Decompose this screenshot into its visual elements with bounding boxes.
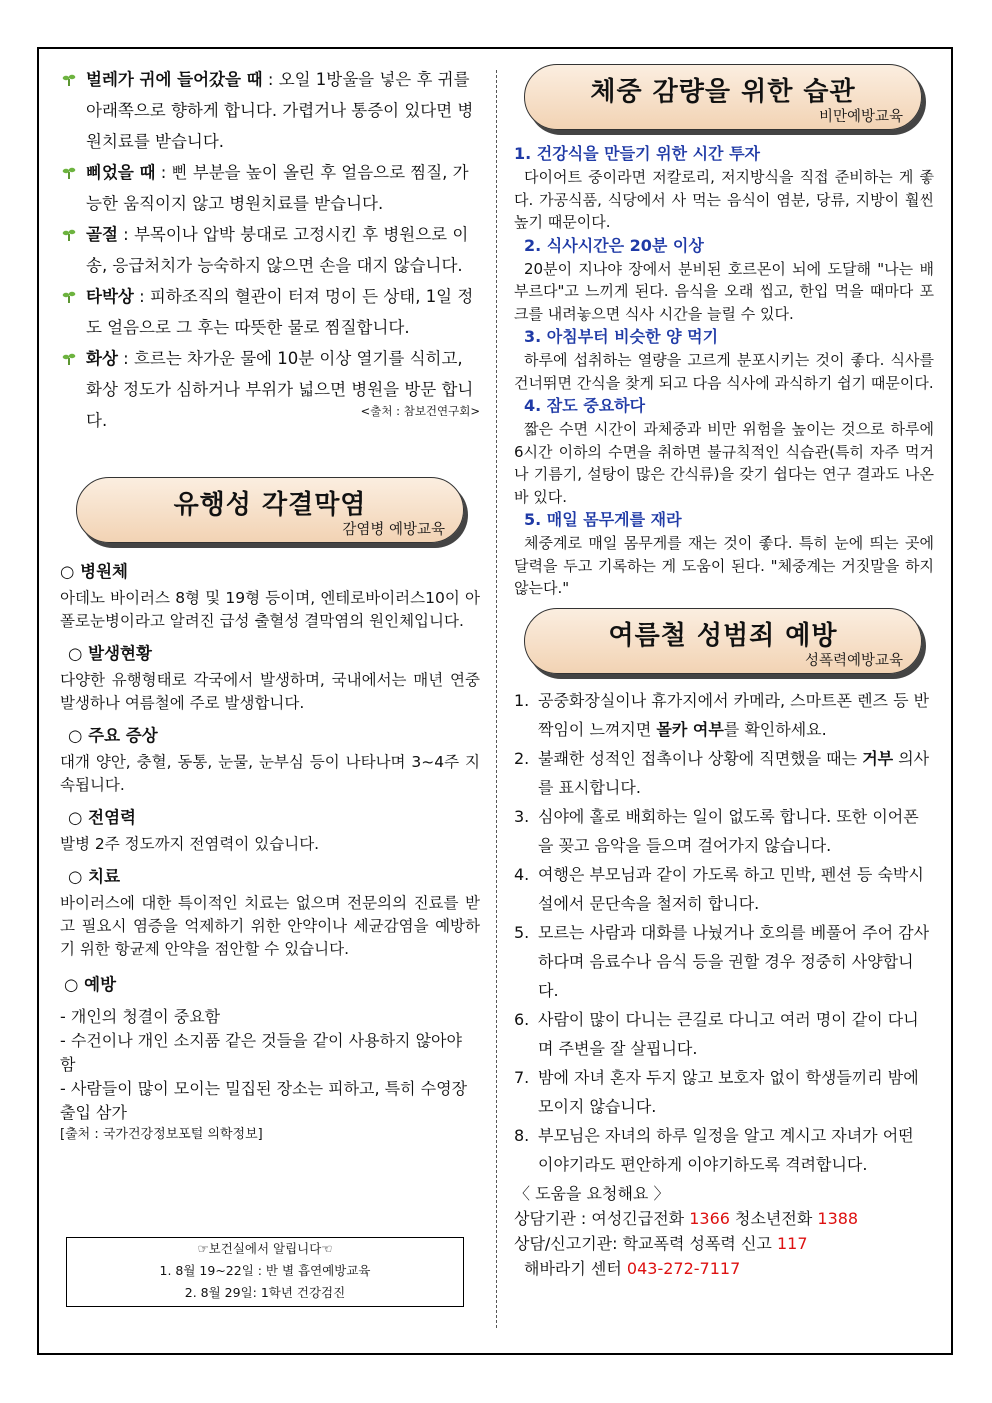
conj-section-body: 바이러스에 대한 특이적인 치료는 없으며 전문의의 진료를 받고 필요시 염증을 억제하기 위한 안약이나 세균감염을 예방하기 위한 항균제 안약을 점안할 수 있습니다. — [60, 894, 480, 958]
weight-item-heading: 4. 잠도 중요하다 — [524, 396, 646, 415]
weight-item-body: 짧은 수면 시간이 과체중과 비만 위험을 높이는 것으로 하루에 6시간 이하의 수면을 취하면 불규칙적인 식습관(특히 자주 먹거나 기름기, 설탕이 많은 간식류)을 갖기 쉽다는 연구 결과도 나온 바 있다. — [514, 420, 934, 506]
conj-heading-text: 전염력 — [88, 808, 136, 827]
first-aid-text: 오일 1방울을 넣은 후 귀를 아래쪽으로 향하게 합니다. 가렵거나 통증이 있다면 병원치료를 받습니다. — [86, 70, 474, 151]
first-aid-item — [60, 281, 480, 343]
sprout-icon — [62, 290, 76, 304]
conj-section-heading — [68, 723, 480, 749]
conj-subtitle: 감염병 예방교육 — [342, 522, 445, 538]
weight-item-body: 하루에 섭취하는 열량을 고르게 분포시키는 것이 좋다. 식사를 건너뛰면 간식을 찾게 되고 다음 식사에 과식하기 쉽기 때문이다. — [514, 351, 934, 392]
crime-item-text: 불쾌한 성적인 접촉이나 상황에 직면했을 때는 — [538, 748, 863, 768]
first-aid-title: 삐었을 때 — [86, 163, 156, 182]
circle-bullet: ○ — [68, 726, 83, 745]
crime-item-number: 5. — [514, 922, 530, 942]
first-aid-sep: : — [117, 225, 134, 244]
first-aid-sep: : — [117, 349, 134, 368]
crime-item — [514, 860, 934, 918]
weight-item-heading: 5. 매일 몸무게를 재라 — [524, 510, 682, 529]
crime-title: 여름철 성범죄 예방 — [608, 620, 838, 651]
crime-item-text: 모르는 사람과 대화를 나눴거나 호의를 베풀어 주어 감사하다며 음료수나 음식 등을 권할 경우 정중히 사양합니다. — [538, 922, 930, 1000]
crime-item-emphasis: 거부 — [862, 748, 894, 768]
first-aid-text: 삔 부분을 높이 올린 후 얼음으로 찜질, 가능한 움직이지 않고 병원치료를 받습니다. — [86, 163, 469, 213]
notice-item-2: 2. 8월 29일: 1학년 건강검진 — [184, 1285, 346, 1300]
crime-item-number: 2. — [514, 748, 530, 768]
circle-bullet: ○ — [68, 644, 83, 663]
crime-item-text: 부모님은 자녀의 하루 일정을 알고 계시고 자녀가 어떤 이야기라도 편안하게 이야기하도록 격려합니다. — [538, 1125, 914, 1174]
prevention-heading: ○ 예방 — [64, 975, 117, 994]
first-aid-item — [60, 219, 480, 281]
first-aid-text: 피하조직의 혈관이 터져 멍이 든 상태, 1일 정도 얼음으로 그 후는 따뜻한 물로 찜질합니다. — [86, 287, 474, 337]
sprout-icon — [62, 228, 76, 242]
conj-section-heading — [68, 641, 480, 667]
weight-banner — [524, 64, 922, 130]
crime-item — [514, 918, 934, 1005]
conj-sections — [60, 559, 480, 961]
conj-section-heading — [60, 559, 480, 585]
conj-heading-text: 병원체 — [80, 562, 128, 581]
crime-item-number: 3. — [514, 806, 530, 826]
weight-item-body: 다이어트 중이라면 저칼로리, 저지방식을 직접 준비하는 게 좋다. 가공식품, 식당에서 사 먹는 음식이 염분, 당류, 지방이 훨씬 높기 때문이다. — [514, 168, 934, 231]
prevention-item: - 사람들이 많이 모이는 밀집된 장소는 피하고, 특히 수영장 출입 삼가 — [60, 1079, 468, 1122]
prevention-item: - 개인의 청결이 중요함 — [60, 1007, 221, 1026]
crime-item — [514, 744, 934, 802]
contact-line-1: 상담기관 : 여성긴급전화 1366 청소년전화 1388 — [514, 1208, 859, 1228]
conj-heading-text: 발생현황 — [88, 644, 152, 663]
crime-item-text: 여행은 부모님과 같이 가도록 하고 민박, 펜션 등 숙박시설에서 문단속을 철저히 합니다. — [538, 864, 924, 913]
crime-item-number: 6. — [514, 1009, 530, 1029]
conj-source: [출처 : 국가건강정보포털 의학정보] — [60, 1127, 263, 1142]
weight-item-heading: 3. 아침부터 비슷한 양 먹기 — [524, 327, 719, 346]
notice-item-1: 1. 8월 19~22일 : 반 별 흡연예방교육 — [159, 1263, 371, 1278]
first-aid-sep: : — [155, 163, 172, 182]
crime-item-number: 1. — [514, 690, 530, 710]
first-aid-sep: : — [133, 287, 150, 306]
first-aid-title: 골절 — [86, 225, 118, 244]
crime-item-text: 사람이 많이 다니는 큰길로 다니고 여러 명이 같이 다니며 주변을 잘 살핍니다. — [538, 1009, 919, 1058]
crime-item — [514, 1005, 934, 1063]
crime-item — [514, 1121, 934, 1179]
crime-item-number: 4. — [514, 864, 530, 884]
first-aid-title: 타박상 — [86, 287, 134, 306]
weight-subtitle: 비만예방교육 — [818, 109, 903, 125]
conj-section-heading — [68, 805, 480, 831]
conj-section-body: 아데노 바이러스 8형 및 19형 등이며, 엔테로바이러스10이 아폴로눈병이라고 알려진 급성 출혈성 결막염의 원인체입니다. — [60, 589, 480, 630]
conj-heading-text: 주요 증상 — [88, 726, 158, 745]
conj-banner — [76, 477, 464, 543]
first-aid-title: 벌레가 귀에 들어갔을 때 — [86, 70, 263, 89]
prevention-item: - 수건이나 개인 소지품 같은 것들을 같이 사용하지 않아야 함 — [60, 1031, 462, 1074]
first-aid-list — [60, 64, 480, 436]
first-aid-text: 부목이나 압박 붕대로 고정시킨 후 병원으로 이송, 응급처치가 능숙하지 않으면 손을 대지 않습니다. — [86, 225, 469, 275]
weight-item-heading: 2. 식사시간은 20분 이상 — [524, 235, 704, 255]
left-column — [60, 64, 480, 1145]
circle-bullet: ○ — [68, 867, 83, 886]
crime-item-text-end: 를 확인하세요. — [723, 719, 827, 739]
circle-bullet: ○ — [68, 808, 83, 827]
help-section — [514, 1181, 934, 1281]
first-aid-source: <출처 : 참보건연구회> — [360, 404, 480, 418]
first-aid-sep: : — [262, 70, 279, 89]
first-aid-title: 화상 — [86, 349, 118, 368]
first-aid-text: 흐르는 차가운 물에 10분 이상 열기를 식히고, 화상 정도가 심하거나 부위가 넓으면 병원을 방문 합니다. — [86, 349, 474, 430]
prevention-list — [60, 1005, 480, 1125]
crime-items — [514, 686, 934, 1179]
crime-item-text-end: 의사를 표시합니다. — [538, 748, 930, 797]
contact-line-2: 상담/신고기관: 학교폭력 성폭력 신고 117 — [514, 1233, 808, 1253]
notice-box — [66, 1237, 464, 1307]
sprout-icon — [62, 73, 76, 87]
first-aid-item — [60, 157, 480, 219]
weight-item-body: 20분이 지나야 장에서 분비된 호르몬이 뇌에 도달해 "나는 배부르다"고 느끼게 된다. 음식을 오래 씹고, 한입 먹을 때마다 포크를 내려놓으면 식사 시간을 늘릴 수 있다. — [514, 259, 934, 323]
conj-title: 유행성 각결막염 — [173, 490, 367, 520]
crime-item-number: 8. — [514, 1125, 530, 1145]
crime-item — [514, 686, 934, 744]
contact-line-3: 해바라기 센터 043-272-7117 — [524, 1258, 741, 1278]
notice-title: ☞보건실에서 알립니다☜ — [197, 1241, 333, 1256]
weight-items — [514, 142, 934, 600]
crime-subtitle: 성폭력예방교육 — [804, 652, 903, 669]
weight-item-body: 체중계로 매일 몸무게를 재는 것이 좋다. 특히 눈에 띄는 곳에 달력을 두고 기록하는 게 도움이 된다. "체중계는 거짓말을 하지 않는다." — [514, 534, 934, 597]
conj-heading-text: 치료 — [88, 867, 121, 886]
crime-item-number: 7. — [514, 1067, 530, 1087]
crime-item-text: 심야에 홀로 배회하는 일이 없도록 합니다. 또한 이어폰을 꽂고 음악을 들으며 걸어가지 않습니다. — [538, 806, 919, 855]
first-aid-item — [60, 64, 480, 157]
conj-section-heading — [68, 864, 480, 890]
sprout-icon — [62, 352, 76, 366]
weight-title: 체중 감량을 위한 습관 — [590, 77, 856, 107]
conj-section-body: 대개 양안, 충혈, 동통, 눈물, 눈부심 등이 나타나며 3~4주 지속됩니다. — [60, 753, 480, 794]
crime-item-text: 밤에 자녀 혼자 두지 않고 보호자 없이 학생들끼리 밤에 모이지 않습니다. — [538, 1067, 919, 1116]
crime-item-emphasis: 몰카 여부 — [656, 719, 724, 739]
conj-section-body: 발병 2주 정도까지 전염력이 있습니다. — [60, 835, 320, 853]
column-divider — [496, 70, 497, 1328]
circle-bullet: ○ — [60, 562, 75, 581]
help-title: 〈 도움을 요청해요 〉 — [514, 1183, 670, 1203]
conj-section-body: 다양한 유행형태로 각국에서 발생하며, 국내에서는 매년 연중 발생하나 여름철에 주로 발생합니다. — [60, 671, 480, 712]
right-column — [514, 64, 934, 1281]
sprout-icon — [62, 166, 76, 180]
crime-item — [514, 802, 934, 860]
crime-item — [514, 1063, 934, 1121]
crime-banner — [524, 608, 922, 674]
weight-item-heading: 1. 건강식을 만들기 위한 시간 투자 — [514, 144, 760, 163]
crime-item-text: 공중화장실이나 휴가지에서 카메라, 스마트폰 렌즈 등 반짝임이 느껴지면 — [538, 690, 930, 739]
